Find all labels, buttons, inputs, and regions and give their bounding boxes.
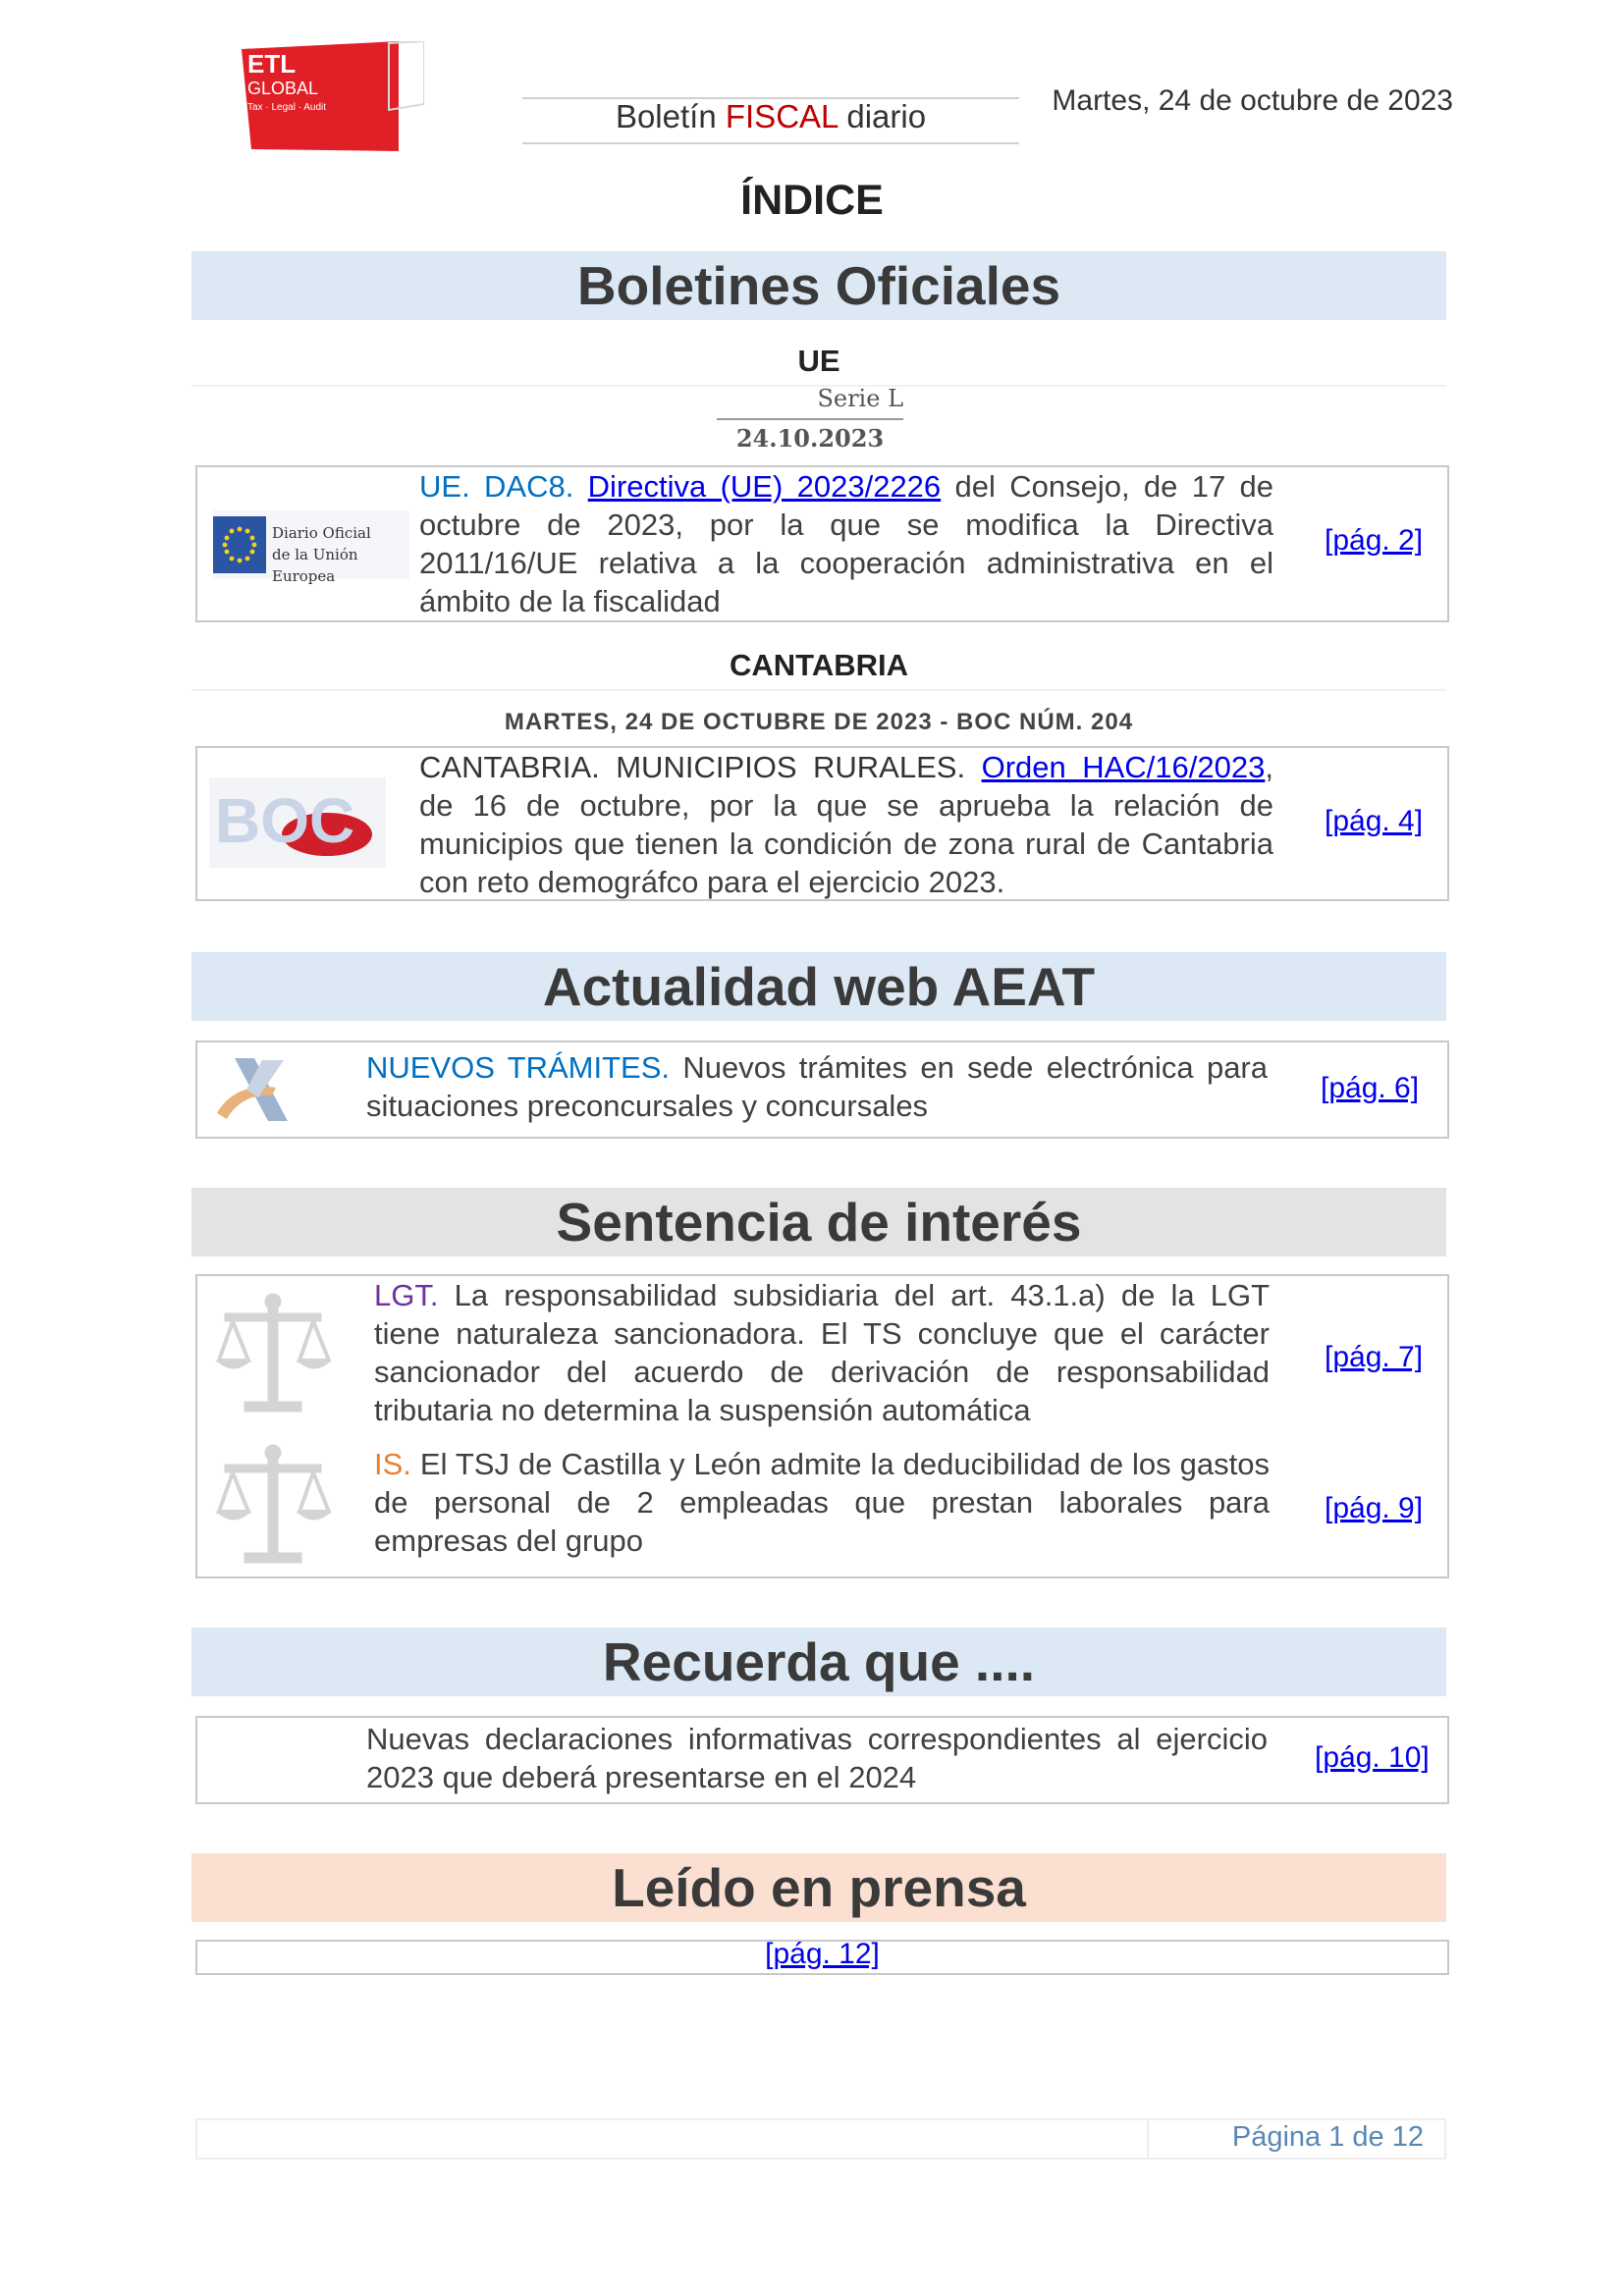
sentencia-lgt-text: LGT. La responsabilidad subsidiaria del art. 43.1.a) de la LGT tiene naturaleza sancionadora. El TS concluye que el carácter sancionador del acuerdo de derivación de responsabilidad tributaria no determina la suspensión automática xyxy=(374,1278,1270,1427)
cantabria-entry xyxy=(195,746,1449,901)
doue-logo-line2: de la Unión Europea xyxy=(272,546,358,585)
ue-heading: UE xyxy=(797,344,840,378)
boc-logo xyxy=(209,777,386,868)
is-label: IS. xyxy=(374,1447,411,1481)
page-ref-7-link[interactable]: [pág. 7] xyxy=(1325,1341,1424,1373)
aeat-label: NUEVOS TRÁMITES. xyxy=(366,1050,671,1085)
orden-hac-16-2023-link[interactable]: Orden HAC/16/2023 xyxy=(981,750,1266,784)
directiva-2023-2226-link[interactable]: Directiva (UE) 2023/2226 xyxy=(587,469,942,504)
aeat-logo-icon xyxy=(207,1048,305,1131)
recuerda-entry xyxy=(195,1716,1449,1804)
page-ref-9-link[interactable]: [pág. 9] xyxy=(1325,1492,1424,1524)
page-ref-4-link[interactable]: [pág. 4] xyxy=(1325,805,1424,837)
logo-line1: ETL xyxy=(247,49,297,79)
ue-dac8-label: UE. DAC8. xyxy=(419,469,574,504)
page-ref-6-link[interactable]: [pág. 6] xyxy=(1321,1072,1420,1104)
prensa-entry xyxy=(195,1940,1449,1975)
cantabria-heading: CANTABRIA xyxy=(730,648,908,682)
lgt-label: LGT. xyxy=(374,1278,439,1312)
page-ref-10-link[interactable]: [pág. 10] xyxy=(1315,1741,1430,1774)
bulletin-title: Boletín FISCAL diario xyxy=(615,98,927,134)
cantabria-text: CANTABRIA. MUNICIPIOS RURALES. Orden HAC/16/2023, de 16 de octubre, por la que se aprueba la relación de municipios que tienen la condición de zona rural de Cantabria con reto demográfco para el ejercicio 2023. xyxy=(419,750,1273,899)
section-actualidad-web-aeat: Actualidad web AEAT xyxy=(191,952,1446,1021)
page-ref-2-link[interactable]: [pág. 2] xyxy=(1325,524,1424,557)
ue-dac8-entry xyxy=(195,465,1449,622)
doue-logo xyxy=(213,510,409,585)
header-date: Martes, 24 de octubre de 2023 xyxy=(1052,84,1453,117)
ue-dac8-text: UE. DAC8. Directiva (UE) 2023/2226 del Consejo, de 17 de octubre de 2023, por la que se modifica la Directiva 2011/16/UE relativa a la cooperación administrativa en el ámbito de la fiscalidad xyxy=(419,469,1273,618)
section-boletines-oficiales: Boletines Oficiales xyxy=(191,251,1446,320)
section-leido-en-prensa: Leído en prensa xyxy=(191,1853,1446,1922)
logo-line2: GLOBAL xyxy=(247,79,319,98)
boc-logo-text: BOC xyxy=(215,785,355,856)
page-ref-12-link[interactable]: [pág. 12] xyxy=(765,1938,880,1970)
sentencia-is-text: IS. El TSJ de Castilla y León admite la deducibilidad de los gastos de personal de 2 empleadas que prestan laborales para empresas del grupo xyxy=(374,1447,1270,1558)
doue-serie-stamp: Serie L 24.10.2023 xyxy=(717,385,903,453)
scales-of-justice-icon xyxy=(215,1443,331,1567)
page-number: Página 1 de 12 xyxy=(1231,2121,1424,2153)
aeat-entry xyxy=(195,1041,1449,1139)
footer-separator xyxy=(1147,2118,1149,2158)
doue-logo-line1: Diario Oficial xyxy=(272,524,371,542)
page-title: ÍNDICE xyxy=(740,177,884,224)
scales-of-justice-icon xyxy=(215,1292,331,1415)
cantabria-label: CANTABRIA. MUNICIPIOS RURALES. xyxy=(419,750,966,784)
boc-issue-line: MARTES, 24 DE OCTUBRE DE 2023 - BOC NÚM. 204 xyxy=(504,709,1134,735)
etl-global-logo xyxy=(242,41,424,155)
section-sentencia-de-interes: Sentencia de interés xyxy=(191,1188,1446,1256)
section-recuerda-que: Recuerda que .... xyxy=(191,1628,1446,1696)
logo-line3: Tax · Legal · Audit xyxy=(247,102,327,113)
header-rule-bottom xyxy=(522,142,1019,144)
eu-flag-icon xyxy=(213,516,266,573)
sentencia-entry xyxy=(195,1274,1449,1578)
aeat-text: NUEVOS TRÁMITES. Nuevos trámites en sede electrónica para situaciones preconcursales y concursales xyxy=(366,1050,1268,1123)
recuerda-text: Nuevas declaraciones informativas correspondientes al ejercicio 2023 que deberá presentarse en el 2024 xyxy=(366,1722,1268,1794)
divider xyxy=(191,689,1446,691)
